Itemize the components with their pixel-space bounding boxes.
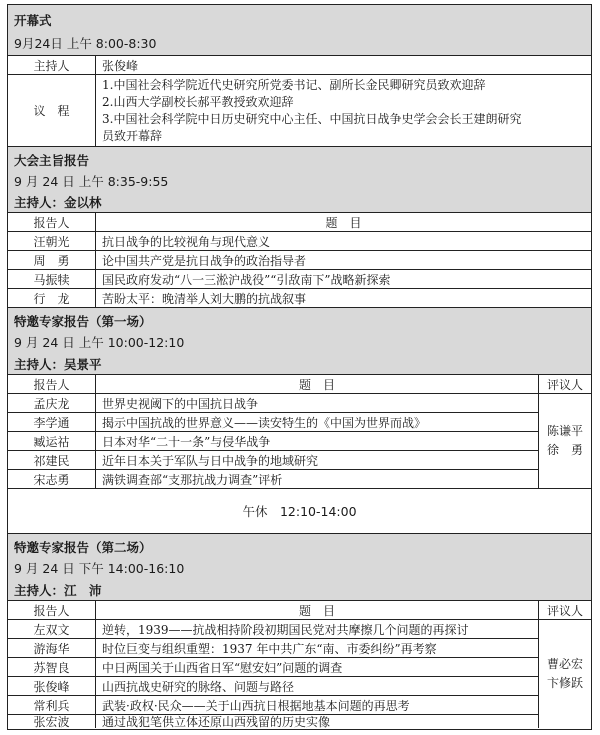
table-row: [8, 451, 591, 470]
agenda-item: 1.中国社会科学院近代史研究所党委书记、副所长金民卿研究员致欢迎辞: [102, 78, 486, 92]
session2-time: 9 月 24 日 下午 14:00-16:10: [14, 561, 185, 576]
topic: 满铁调查部“支那抗战力调查”评析: [96, 470, 539, 488]
topic: 世界史视阈下的中国抗日战争: [96, 394, 539, 412]
opening-agenda-row: [8, 75, 591, 147]
reviewer: 陈谦平: [546, 424, 583, 439]
col-reviewer: 评议人: [546, 377, 583, 392]
table-row: [8, 232, 591, 251]
agenda-item: 员致开幕辞: [102, 129, 163, 143]
table-row: [8, 470, 591, 489]
lunch-break: 午休 12:10-14:00: [8, 489, 591, 534]
topic: 苦盼太平：晚清举人刘大鹏的抗战叙事: [102, 291, 307, 306]
speaker: 张俊峰: [8, 677, 96, 695]
col-speaker: 报告人: [8, 375, 96, 393]
speaker: 祁建民: [8, 451, 96, 469]
agenda-label: 议 程: [8, 75, 96, 146]
speaker: 臧运祜: [8, 432, 96, 450]
agenda-item: 3.中国社会科学院中日历史研究中心主任、中国抗日战争史学会会长王建朗研究: [102, 112, 522, 126]
speaker: 马振犊: [8, 270, 96, 288]
session2-title: 特邀专家报告（第二场）: [14, 540, 152, 555]
table-row: [8, 251, 591, 270]
session1-reviewers: [539, 395, 591, 489]
col-topic: 题 目: [325, 215, 362, 230]
topic: 日本对华“二十一条”与侵华战争: [96, 432, 539, 450]
session1-title: 特邀专家报告（第一场）: [14, 314, 152, 329]
table-row: [8, 620, 591, 639]
topic: 中日两国关于山西省日军“慰安妇”问题的调查: [96, 658, 539, 676]
keynote-column-header: [8, 213, 591, 232]
table-row: [8, 413, 591, 432]
topic: 时位巨变与组织重塑：1937 年中共广东“南、市委纠纷”再考察: [96, 639, 539, 657]
host-label: 主持人: [8, 56, 96, 74]
topic: 山西抗战史研究的脉络、问题与路径: [96, 677, 539, 695]
table-row: [8, 394, 591, 413]
opening-time: 9月24日 上午 8:00-8:30: [14, 36, 157, 51]
topic: 逆转，1939——抗战相持阶段初期国民党对共摩擦几个问题的再探讨: [96, 620, 539, 638]
topic: 近年日本关于军队与日中战争的地域研究: [96, 451, 539, 469]
reviewer: 曹必宏: [546, 657, 583, 671]
col-speaker: 报告人: [8, 601, 96, 619]
table-row: [8, 677, 591, 696]
table-row: [8, 658, 591, 677]
speaker: 周 勇: [8, 251, 96, 269]
speaker: 孟庆龙: [8, 394, 96, 412]
col-topic: 题 目: [96, 375, 539, 393]
keynote-header: [8, 147, 591, 213]
session1-header: [8, 308, 591, 375]
table-row: [8, 432, 591, 451]
speaker: 游海华: [8, 639, 96, 657]
agenda-list: [96, 75, 591, 146]
topic: 抗日战争的比较视角与现代意义: [102, 234, 271, 249]
session2-header: [8, 534, 591, 601]
speaker: 苏智良: [8, 658, 96, 676]
session1-time: 9 月 24 日 上午 10:00-12:10: [14, 335, 185, 350]
opening-header: [8, 5, 591, 56]
table-row: [8, 289, 591, 308]
session2-column-header: [8, 601, 591, 620]
opening-host-row: [8, 56, 591, 75]
agenda-item: 2.山西大学副校长郝平教授致欢迎辞: [102, 95, 294, 109]
table-row: [8, 270, 591, 289]
col-speaker: 报告人: [8, 213, 96, 231]
speaker: 李学通: [8, 413, 96, 431]
keynote-title: 大会主旨报告: [14, 153, 90, 168]
topic: 揭示中国抗战的世界意义——读安特生的《中国为世界而战》: [96, 413, 539, 431]
col-reviewer: 评议人: [546, 603, 583, 618]
speaker: 行 龙: [8, 289, 96, 307]
session2-reviewers: [539, 621, 591, 728]
reviewer: 卞修跃: [546, 676, 583, 690]
speaker: 张宏波: [8, 715, 96, 728]
conference-schedule: [7, 4, 592, 730]
keynote-time: 9 月 24 日 上午 8:35-9:55: [14, 174, 169, 189]
reviewer: 徐 勇: [546, 443, 583, 458]
table-row: [8, 639, 591, 658]
table-row: [8, 715, 591, 728]
session1-host: 主持人：吴景平: [14, 357, 102, 372]
speaker: 宋志勇: [8, 470, 96, 488]
col-topic: 题 目: [96, 601, 539, 619]
host-name: 张俊峰: [102, 58, 139, 73]
session2-host: 主持人：江 沛: [14, 583, 102, 598]
speaker: 常利兵: [8, 696, 96, 714]
speaker: 左双文: [8, 620, 96, 638]
opening-title: 开幕式: [14, 13, 52, 28]
topic: 武装·政权·民众——关于山西抗日根据地基本问题的再思考: [96, 696, 539, 714]
session1-column-header: [8, 375, 591, 394]
topic: 论中国共产党是抗日战争的政治指导者: [102, 253, 307, 268]
keynote-host: 主持人：金以林: [14, 195, 102, 210]
topic: 通过战犯笔供立体还原山西残留的历史实像: [96, 715, 539, 728]
speaker: 汪朝光: [8, 232, 96, 250]
topic: 国民政府发动“八一三淞沪战役”“引敌南下”战略新探索: [102, 272, 391, 287]
